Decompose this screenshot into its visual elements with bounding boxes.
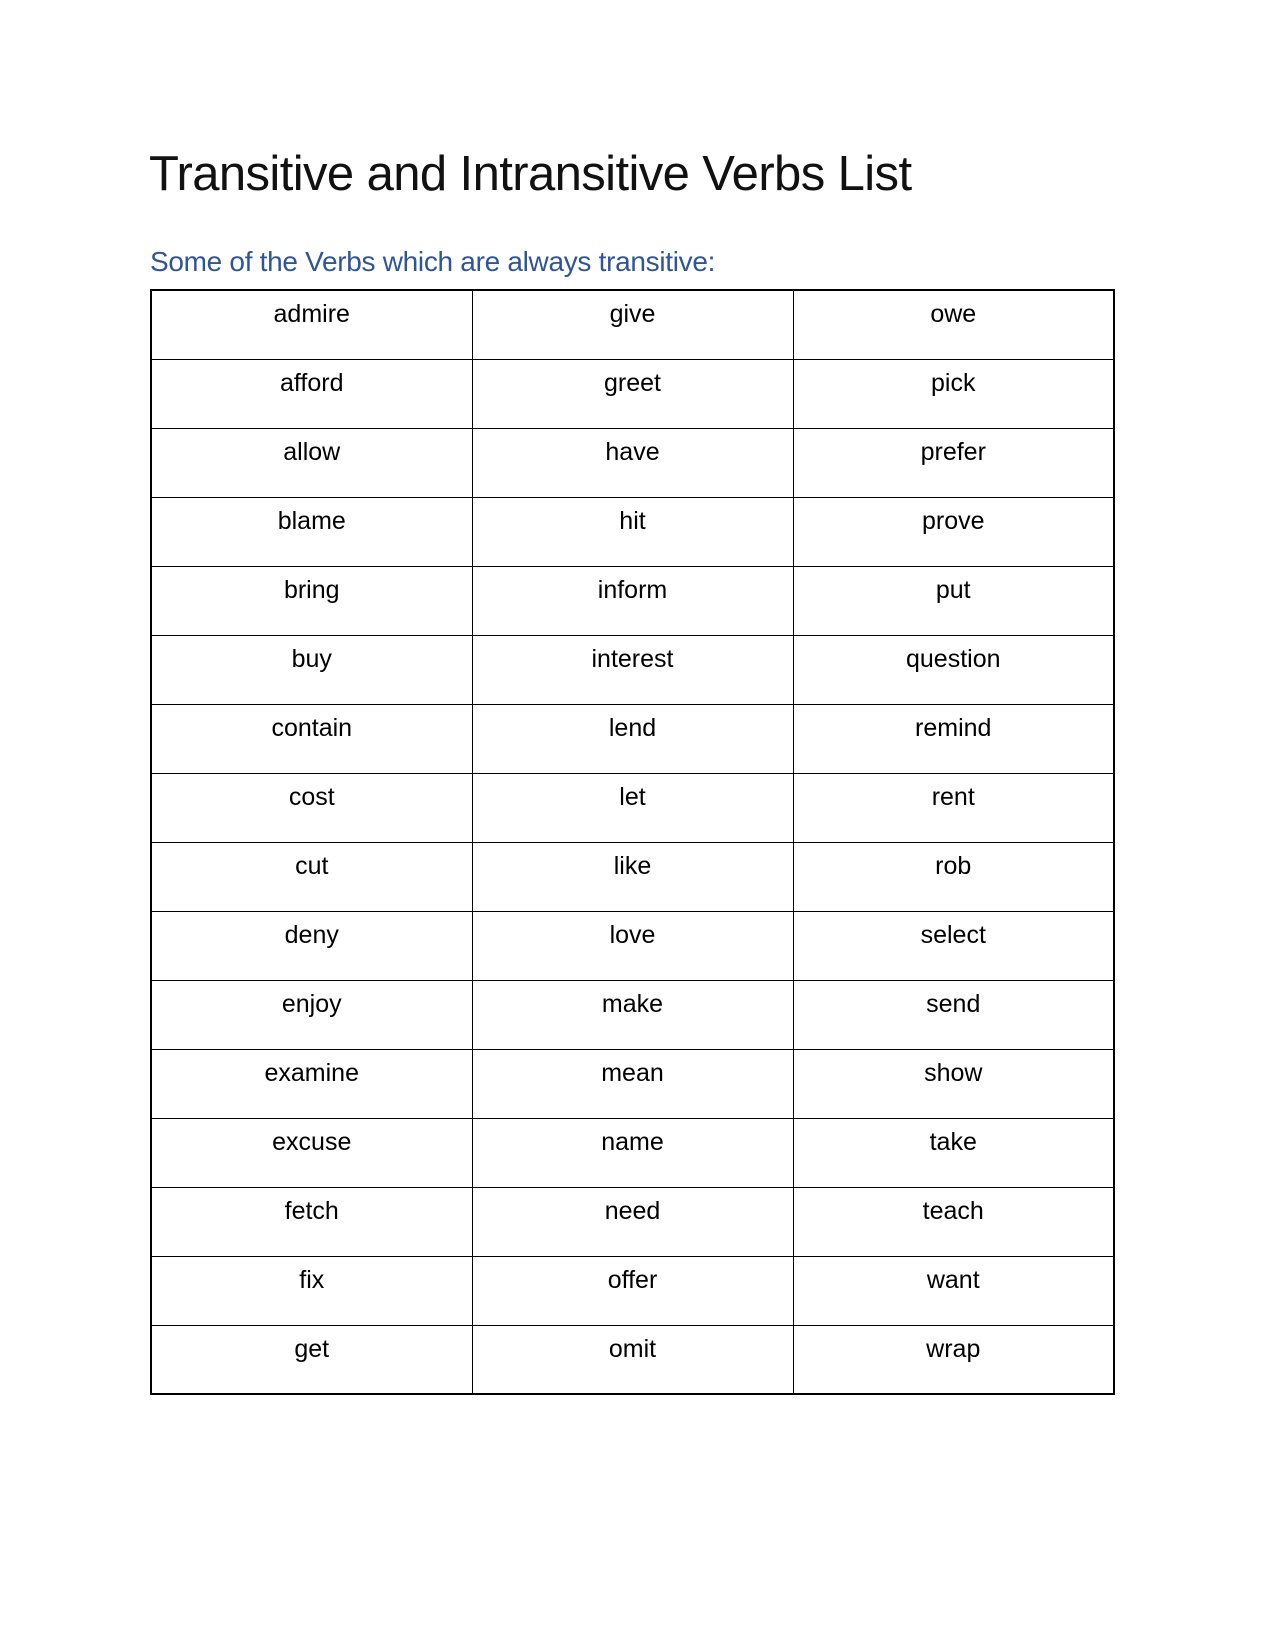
verb-cell: let — [472, 773, 793, 842]
table-row — [151, 1256, 1114, 1325]
verb-cell: deny — [151, 911, 472, 980]
verb-cell: rob — [793, 842, 1114, 911]
verb-cell: greet — [472, 359, 793, 428]
verb-cell: remind — [793, 704, 1114, 773]
verb-cell: excuse — [151, 1118, 472, 1187]
verb-cell: buy — [151, 635, 472, 704]
verb-cell: show — [793, 1049, 1114, 1118]
verb-cell: enjoy — [151, 980, 472, 1049]
verb-cell: get — [151, 1325, 472, 1394]
verb-cell: cost — [151, 773, 472, 842]
table-row — [151, 428, 1114, 497]
verb-cell: put — [793, 566, 1114, 635]
verb-cell: inform — [472, 566, 793, 635]
verb-cell: blame — [151, 497, 472, 566]
verb-cell: like — [472, 842, 793, 911]
verb-table-body — [151, 290, 1114, 1394]
table-row — [151, 773, 1114, 842]
verb-cell: rent — [793, 773, 1114, 842]
verb-cell: allow — [151, 428, 472, 497]
table-row — [151, 566, 1114, 635]
verb-cell: mean — [472, 1049, 793, 1118]
table-row — [151, 842, 1114, 911]
verb-cell: prefer — [793, 428, 1114, 497]
verb-cell: question — [793, 635, 1114, 704]
table-row — [151, 359, 1114, 428]
table-row — [151, 704, 1114, 773]
verb-cell: send — [793, 980, 1114, 1049]
page-title: Transitive and Intransitive Verbs List — [149, 147, 912, 201]
table-row — [151, 980, 1114, 1049]
table-row — [151, 497, 1114, 566]
verb-cell: select — [793, 911, 1114, 980]
verb-cell: bring — [151, 566, 472, 635]
verb-cell: take — [793, 1118, 1114, 1187]
verb-cell: have — [472, 428, 793, 497]
table-row — [151, 911, 1114, 980]
verb-cell: name — [472, 1118, 793, 1187]
verb-cell: make — [472, 980, 793, 1049]
verb-cell: afford — [151, 359, 472, 428]
transitive-verbs-table — [150, 289, 1115, 1395]
verb-cell: want — [793, 1256, 1114, 1325]
verb-cell: interest — [472, 635, 793, 704]
table-row — [151, 1187, 1114, 1256]
verb-cell: teach — [793, 1187, 1114, 1256]
table-row — [151, 1049, 1114, 1118]
verb-cell: cut — [151, 842, 472, 911]
verb-cell: contain — [151, 704, 472, 773]
verb-cell: wrap — [793, 1325, 1114, 1394]
verb-cell: offer — [472, 1256, 793, 1325]
verb-cell: fix — [151, 1256, 472, 1325]
table-row — [151, 1118, 1114, 1187]
table-row — [151, 635, 1114, 704]
verb-cell: hit — [472, 497, 793, 566]
table-row — [151, 290, 1114, 359]
verb-cell: give — [472, 290, 793, 359]
verb-cell: pick — [793, 359, 1114, 428]
verb-cell: lend — [472, 704, 793, 773]
verb-cell: prove — [793, 497, 1114, 566]
table-row — [151, 1325, 1114, 1394]
verb-cell: omit — [472, 1325, 793, 1394]
verb-cell: examine — [151, 1049, 472, 1118]
verb-cell: admire — [151, 290, 472, 359]
verb-cell: need — [472, 1187, 793, 1256]
section-subtitle: Some of the Verbs which are always transitive: — [150, 246, 716, 277]
verb-cell: fetch — [151, 1187, 472, 1256]
verb-cell: love — [472, 911, 793, 980]
verb-cell: owe — [793, 290, 1114, 359]
